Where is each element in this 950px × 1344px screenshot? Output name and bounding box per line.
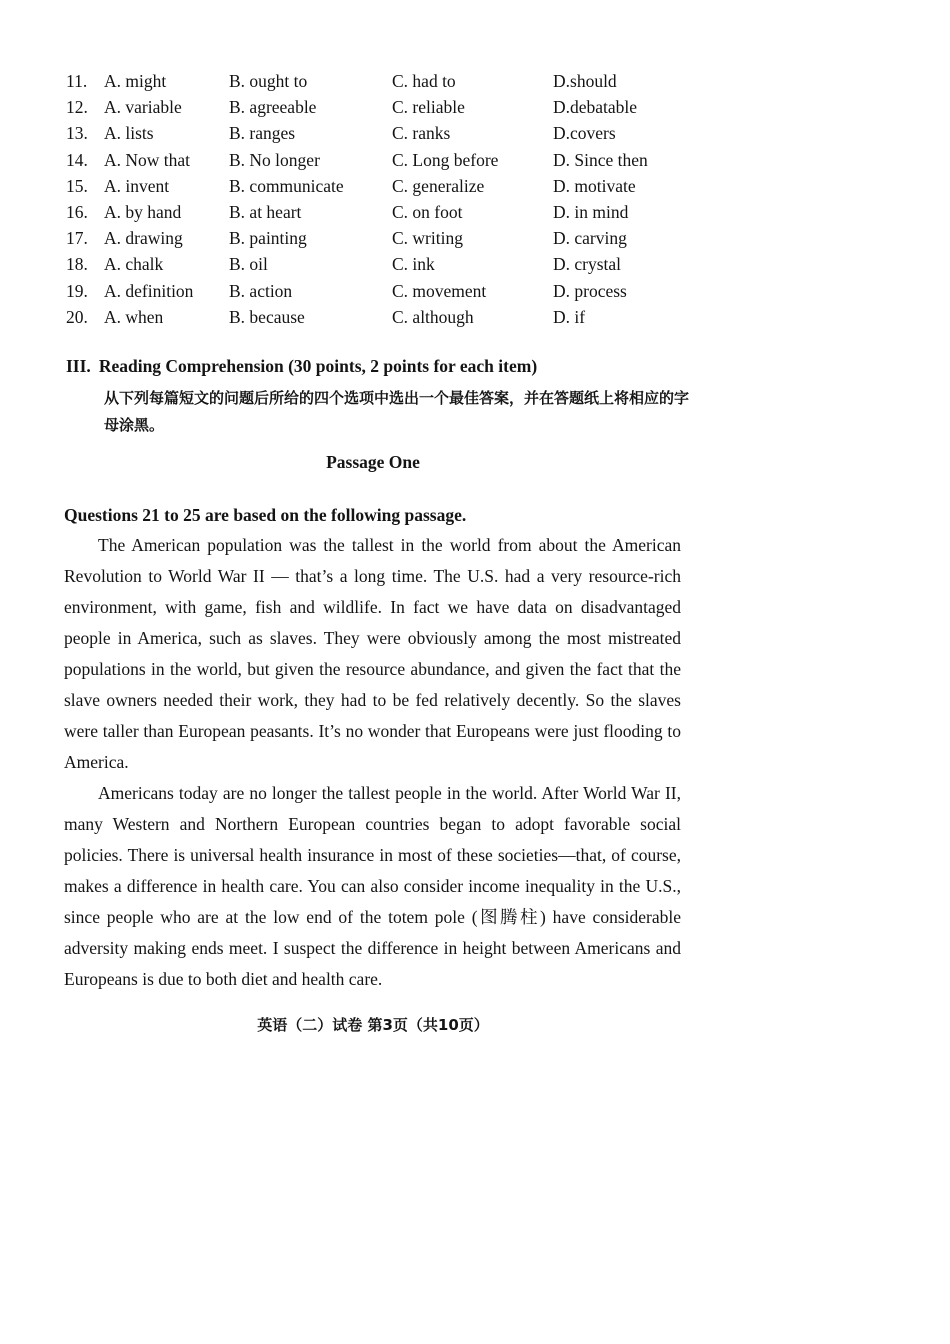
passage-paragraph-2: Americans today are no longer the tallest people in the world. After World War II, many Western and Northern European countries began to adopt favorable social policies. There is universal health insurance in most of these societies—that, of course, makes a difference in health care. You can also consider income inequality in the U.S., since people who are at the low end of the totem pole (图腾柱) have considerable adversity making ends meet. I suspect the difference in height between Americans and Europeans is due to both diet and health care. — [64, 783, 681, 989]
option-b: B. communicate — [229, 175, 344, 196]
question-number: 11. — [66, 71, 88, 91]
option-d: D.covers — [553, 123, 616, 144]
option-b: B. action — [229, 280, 293, 301]
option-a: A. invent — [104, 175, 170, 196]
option-b: B. ranges — [229, 123, 296, 144]
option-c: C. had to — [392, 71, 456, 91]
option-a: A. drawing — [104, 228, 183, 249]
option-a: A. lists — [104, 123, 154, 144]
option-d: D. in mind — [553, 201, 629, 222]
option-c: C. ink — [392, 254, 435, 275]
question-number: 17. — [66, 228, 88, 249]
option-b: B. agreeable — [229, 97, 317, 118]
question-number: 15. — [66, 175, 88, 196]
section-number: III. — [66, 356, 91, 376]
question-number: 16. — [66, 201, 88, 222]
question-number: 19. — [66, 280, 88, 301]
option-a: A. variable — [104, 97, 182, 118]
option-b: B. because — [229, 306, 305, 327]
option-a: A. Now that — [104, 149, 191, 170]
option-c: C. movement — [392, 280, 487, 301]
option-b: B. No longer — [229, 149, 320, 170]
questions-intro: Questions 21 to 25 are based on the following passage. — [64, 505, 467, 525]
option-d: D. if — [553, 306, 586, 327]
option-b: B. oil — [229, 254, 268, 275]
passage-paragraph-1: The American population was the tallest in the world from about the American Revolution to World War II — that’s a long time. The U.S. had a very resource-rich environment, with game, fish and wildlife. In fact we have data on disadvantaged people in America, such as slaves. They were obviously among the most mistreated populations in the world, but given the resource abundance, and given the fact that the slave owners needed their work, they had to be fed relatively decently. So the slaves were taller than European peasants. It’s no wonder that Europeans were just flooding to America. — [64, 535, 681, 772]
option-d: D. Since then — [553, 149, 648, 170]
option-a: A. might — [104, 71, 167, 91]
option-c: C. Long before — [392, 149, 499, 170]
option-b: B. at heart — [229, 201, 302, 222]
question-number: 12. — [66, 97, 88, 118]
option-b: B. ought to — [229, 71, 308, 91]
option-d: D. crystal — [553, 254, 622, 275]
question-number: 20. — [66, 306, 88, 327]
option-d: D. process — [553, 280, 627, 301]
section-heading — [66, 356, 537, 377]
option-c: C. writing — [392, 228, 463, 249]
option-c: C. although — [392, 306, 474, 327]
option-a: A. definition — [104, 280, 194, 301]
option-b: B. painting — [229, 228, 307, 249]
option-c: C. ranks — [392, 123, 451, 144]
section-title: Reading Comprehension (30 points, 2 points for each item) — [98, 356, 538, 376]
option-c: C. generalize — [392, 175, 485, 196]
question-number: 18. — [66, 254, 88, 275]
section-instruction: 从下列每篇短文的问题后所给的四个选项中选出一个最佳答案，并在答题纸上将相应的字母涂黑。 — [104, 389, 690, 434]
option-d: D.should — [553, 71, 617, 91]
question-number: 13. — [66, 123, 88, 144]
option-a: A. chalk — [104, 254, 164, 275]
option-d: D.debatable — [553, 97, 638, 118]
question-number: 14. — [66, 149, 88, 170]
option-d: D. motivate — [553, 175, 636, 196]
option-c: C. on foot — [392, 201, 463, 222]
option-c: C. reliable — [392, 97, 465, 118]
passage-title: Passage One — [326, 452, 420, 472]
option-d: D. carving — [553, 228, 627, 249]
option-a: A. when — [104, 306, 164, 327]
page-footer: 英语（二）试卷 第3页（共10页） — [257, 1016, 489, 1034]
option-a: A. by hand — [104, 201, 182, 222]
